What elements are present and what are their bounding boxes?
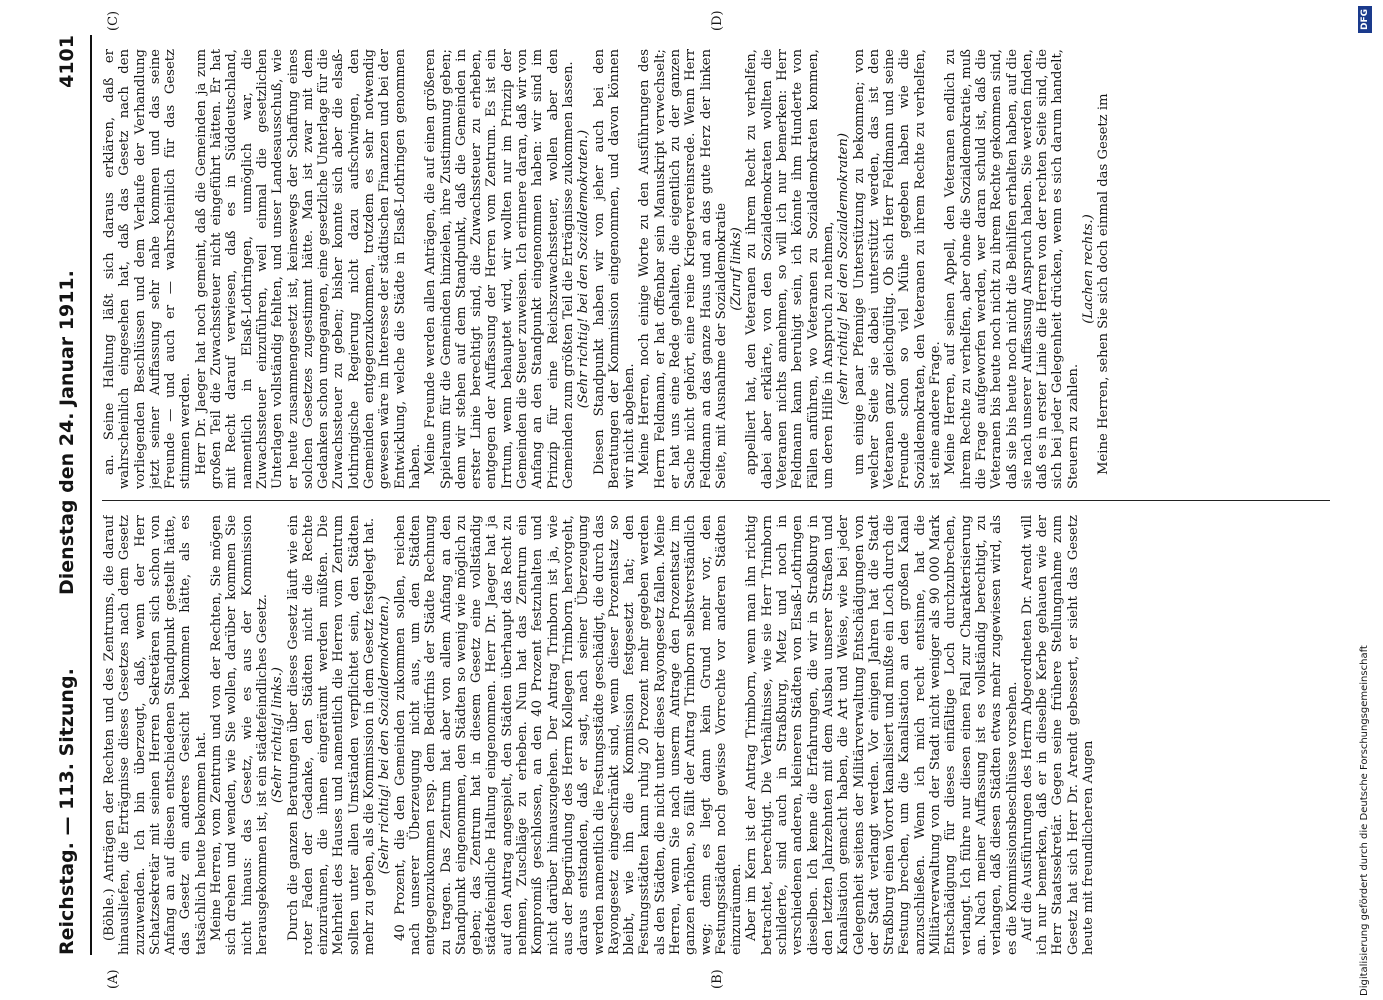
paragraph: (Böhle.) Anträgen der Rechten und des Zentrums, die darauf hinausliefen, die Erträgnisse dieses Gesetzes nach dem Gesetz zuzuwenden. Ich bin überzeugt, daß, wenn der Herr Schatzsekretär mit seinen Herren Sekretären sich schon von Anfang an auf diesen entschiedenen Standpunkt gestellt hätte, das Gesetz ein anderes Gesicht bekommen hätte, als es tatsächlich heute bekommen hat. [102, 515, 209, 955]
margin-marker-b: (B) [710, 969, 725, 989]
interjection: (Zuruf links) [729, 227, 745, 311]
paragraph: Durch die ganzen Beratungen über dieses Gesetz läuft wie ein roter Faden der Gedanke, den Städten nicht die Rechte einzuräumen, die ihnen eingeräumt werden müßten. Die Mehrheit des Hauses und namentlich die Herren vom Zentrum sollten unter allen Umständen verpflichtet sein, den Städten mehr zu geben, als die Kommission in dem Gesetz festgelegt hat. [285, 515, 378, 955]
paragraph: Meine Herren, auf seinen Appell, den Veteranen endlich zu ihrem Rechte zu verhelfen, aber ohne die Sozialdemokratie, muß die Frage aufgeworfen werden, wer daran schuld ist, daß die Veteranen bis heute noch nicht zu ihrem Rechte gekommen sind, daß sie bis heute noch nicht die Beihilfen erhalten haben, auf die sie nach unserer Auffassung Anspruch haben. Sie werden finden, daß es in erster Linie die Herren von der rechten Seite sind, die sich bei jeder Gelegenheit drücken, wenn es sich darum handelt, Steuern zu zahlen. [943, 49, 1081, 489]
paragraph: Meine Herren, noch einige Worte zu den Ausführungen des Herrn Feldmann, er hat offenbar sein Manuskript verwechselt; er hat uns eine Rede gehalten, die eigentlich zu der ganzen Sache nicht gehört, eine reine Kriegervereinsrede. Wenn Herr Feldmann an das ganze Haus und an das gute Herz der linken Seite, mit Ausnahme der Sozialdemokratie [637, 49, 729, 489]
right-column [102, 49, 1332, 489]
interjection: (sehr richtig! bei den Sozialdemokraten) [836, 133, 852, 405]
header-date: Dienstag den 24. Januar 1911. [56, 270, 78, 595]
interjection: (Sehr richtig! bei den Sozialdemokraten.) [576, 129, 592, 409]
paragraph: Herr Dr. Jaeger hat noch gemeint, daß die Gemeinden ja zum großen Teil die Zuwachssteuer nicht eingeführt hätten. Er hat mit Recht darauf verwiesen, daß es in Süddeutschland, namentlich in Elsaß-Lothringen, unmöglich war, die Zuwachssteuer einzuführen, weil einmal die gesetzlichen Unterlagen vollständig fehlten, und unser Landesausschuß, wie er heute zusammengesetzt ist, keineswegs der Schaffung eines solchen Gesetzes zugestimmt hätte. Man ist zwar mit dem Gedanken schon umgegangen, eine gesetzliche Unterlage für die Zuwachssteuer zu geben; bisher konnte sich aber die elsaß-lothringische Regierung nicht dazu aufschwingen, den Gemeinden entgegenzukommen, trotzdem es sehr notwendig gewesen wäre im Interesse der städtischen Finanzen und bei der Entwicklung, welche die Städte in Elsaß-Lothringen genommen haben. [193, 49, 423, 489]
paragraph: Meine Herren, sehen Sie sich doch einmal das Gesetz im [1096, 93, 1112, 475]
digitization-stamp [1355, 6, 1375, 996]
paragraph: um einige paar Pfennige Unterstützung zu bekommen; von welcher Seite sie dabei unterstützt werden, das ist den Veteranen ganz gleichgültig. Ob sich Herr Feldmann und seine Freunde schon so viel Mühe gegeben haben wie die Sozialdemokraten, den Veteranen zu ihrem Rechte zu verhelfen, ist eine andere Frage. [851, 49, 944, 489]
paragraph: Meine Freunde werden allen Anträgen, die auf einen größeren Spielraum für die Gemeinden hinzielen, ihre Zustimmung geben; denn wir stehen auf dem Standpunkt, daß die Gemeinden in erster Linie berechtigt sind, die Zuwachssteuer zu erheben, entgegen der Auffassung der Herren vom Zentrum. Es ist ein Irrtum, wenn behauptet wird, wir wollten nur im Prinzip der Gemeinden die Steuer zuweisen. Ich erinnere daran, daß wir von Anfang an den Standpunkt eingenommen haben: wir sind im Prinzip für eine Reichszuwachssteuer, wollen aber den Gemeinden zum größten Teil die Erträgnisse zukommen lassen. [423, 49, 576, 489]
header-session: Reichstag. — 113. Sitzung. [56, 668, 78, 955]
page-header [50, 35, 94, 955]
paragraph: 40 Prozent, die den Gemeinden zukommen sollen, reichen nach unserer Überzeugung nicht aus, um den Städten entgegenzukommen resp. dem Bedürfnis der Städte Rechnung zu tragen. Das Zentrum hat aber von allem Anfang an den Standpunkt eingenommen, den Städten so wenig wie möglich zu geben; das Zentrum hat in diesem Gesetz eine vollständig städtefeindliche Haltung eingenommen. Herr Dr. Jaeger hat ja auf den Antrag angespielt, den Städten überhaupt das Recht zu nehmen, Zuschläge zu erheben. Nun hat das Zentrum ein Kompromiß geschlossen, an den 40 Prozent festzuhalten und nicht darüber hinauszugehen. Der Antrag Trimborn ist ja, wie aus der Begründung des Herrn Kollegen Trimborn hervorgeht, daraus entstanden, daß er sagt, nach seiner Überzeugung werden namentlich die Festungsstädte geschädigt, die durch das Rayongesetz eingeschränkt sind, wenn dieser Prozentsatz so bleibt, wie ihn die Kommission festgesetzt hat; den Festungsstädten kann ruhig 20 Prozent mehr gegeben werden als den Städten, die nicht unter dieses Rayongesetz fallen. Meine Herren, wenn Sie nach unserm Antrage den Prozentsatz im ganzen erhöhen, so fällt der Antrag Trimborn selbstverständlich weg; denn es liegt dann kein Grund mehr vor, den Festungsstädten noch gewisse Vorrechte vor anderen Städten einzuräumen. [392, 515, 745, 955]
rotated-document-page [50, 10, 1340, 989]
interjection: (Sehr richtig! links.) [270, 667, 286, 803]
paragraph: Diesen Standpunkt haben wir von jeher auch bei den Beratungen der Kommission eingenommen, und davon können wir nicht abgehen. [591, 49, 638, 489]
paragraph: Meine Herren, vom Zentrum und von der Rechten, Sie mögen sich drehen und wenden, wie Sie wollen, darüber kommen Sie nicht hinaus: das Gesetz, wie es aus der Kommission herausgekommen ist, ist ein städtefeindliches Gesetz. [209, 515, 270, 955]
header-rule [90, 35, 92, 955]
digitization-note: Digitalisierung gefördert durch die Deutsche Forschungsgemeinschaft [1359, 645, 1370, 996]
interjection: (Sehr richtig! bei den Sozialdemokraten.) [377, 595, 393, 875]
margin-marker-a: (A) [106, 969, 121, 989]
margin-marker-d: (D) [710, 10, 725, 31]
paragraph: appelliert hat, den Veteranen zu ihrem Recht zu verhelfen, dabei aber erklärte, von den Sozialdemokraten wollten die Veteranen nichts annehmen, so will ich nur bemerken: Herr Feldmann kann beruhigt sein, ich könnte ihm Hunderte von Fällen anführen, wo Veteranen zu Sozialdemokraten kommen, um deren Hilfe in Anspruch zu nehmen, [744, 49, 836, 489]
paragraph: Auf die Ausführungen des Herrn Abgeordneten Dr. Arendt will ich nur bemerken, daß er in dieselbe Kerbe gehauen wie der Herr Staatssekretär. Gegen seine frühere Stellungnahme zum Gesetz hat sich Herr Dr. Arendt gebessert, er sieht das Gesetz heute mit freundlicheren Augen [1019, 515, 1096, 955]
paragraph: an. Seine Haltung läßt sich daraus erklären, daß er wahrscheinlich eingesehen hat, daß das Gesetz nach den vorliegenden Beschlüssen und dem Verlaufe der Verhandlung jetzt seiner Auffassung sehr nahe kommen und das seine Freunde — und auch er — wahrscheinlich für das Gesetz stimmen werden. [102, 49, 194, 489]
left-column [102, 515, 1332, 955]
interjection: (Lachen rechts.) [1081, 214, 1096, 324]
dfg-logo: DFG [1358, 6, 1372, 33]
margin-marker-c: (C) [106, 10, 121, 31]
paragraph: Aber im Kern ist der Antrag Trimborn, wenn man ihn richtig betrachtet, berechtigt. Die Verhältnisse, wie sie Herr Trimborn schilderte, sind auch in Straßburg, Metz und noch in verschiedenen anderen, kleineren Städten von Elsaß-Lothringen dieselben. Ich kenne die Erfahrungen, die wir in Straßburg in den letzten Jahrzehnten mit dem Ausbau unserer Straßen und Kanalisation gemacht haben, die Art und Weise, wie bei jeder Gelegenheit seitens der Militärverwaltung Entschädigungen von der Stadt verlangt werden. Vor einigen Jahren hat die Stadt Straßburg einen Vorort kanalisiert und mußte ein Loch durch die Festung brechen, um die Kanalisation an den großen Kanal anzuschließen. Wenn ich mich recht entsinne, hat die Militärverwaltung von der Stadt nicht weniger als 90 000 Mark Entschädigung für dieses einfältige Loch durchzubrechen, verlangt. Ich führe nur diesen einen Fall zur Charakterisierung an. Nach meiner Auffassung ist es vollständig berechtigt, zu verlangen, daß diesen Städten etwas mehr zugewiesen wird, als es die Kommissionsbeschlüsse vorsehen. [744, 515, 1020, 955]
column-divider [102, 500, 1330, 501]
page-number: 4101 [56, 35, 78, 88]
